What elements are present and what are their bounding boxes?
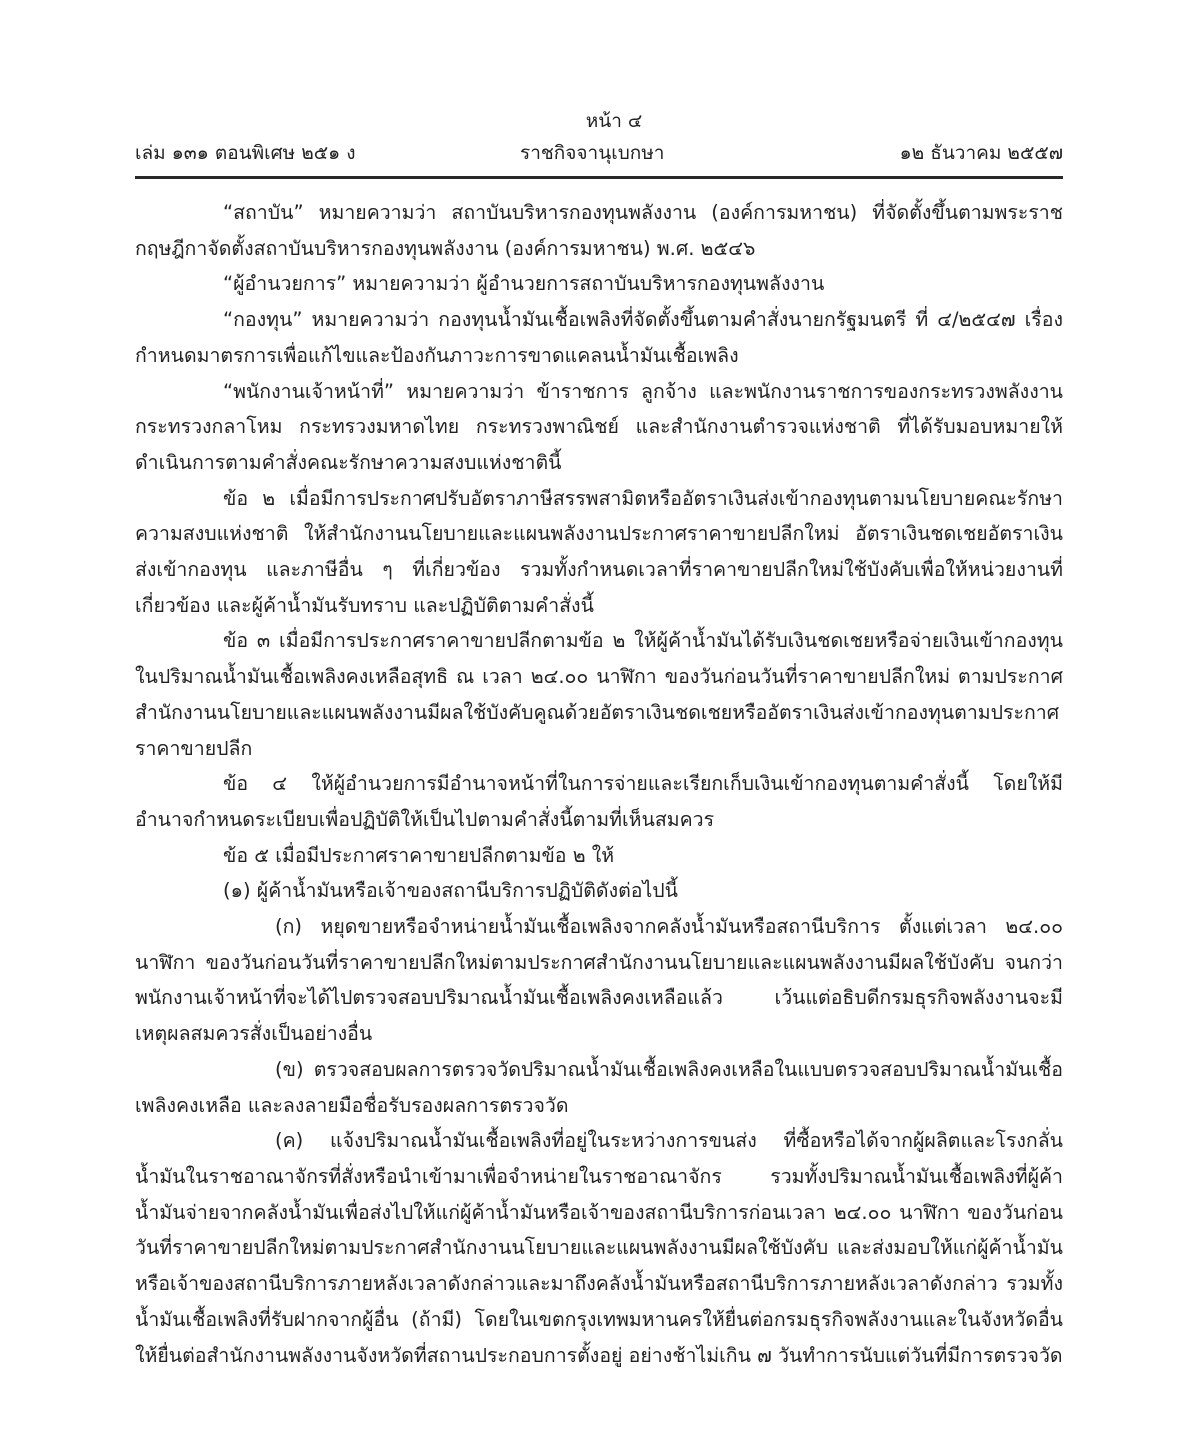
clause-5-item-1-c: (ค) แจ้งปริมาณน้ำมันเชื้อเพลิงที่อยู่ในระหว่างการขนส่ง ที่ซื้อหรือได้จากผู้ผลิตและโรงกลั่นน้ำมันในราชอาณาจักรที่สั่งหรือนำเข้ามาเพื่อจำหน่ายในราชอาณาจักร รวมทั้งปริมาณน้ำมันเชื้อเพลิงที่ผู้ค้าน้ำมันจ่ายจากคลังน้ำมันเพื่อส่งไปให้แก่ผู้ค้าน้ำมันหรือเจ้าของสถานีบริการก่อนเวลา ๒๔.๐๐ นาฬิกา ของวันก่อนวันที่ราคาขายปลีกใหม่ตามประกาศสำนักงานนโยบายและแผนพลังงานมีผลใช้บังคับ และส่งมอบให้แก่ผู้ค้าน้ำมันหรือเจ้าของสถานีบริการภายหลังเวลาดังกล่าวและมาถึงคลังน้ำมันหรือสถานีบริการภายหลังเวลาดังกล่าว รวมทั้งน้ำมันเชื้อเพลิงที่รับฝากจากผู้อื่น (ถ้ามี) โดยในเขตกรุงเทพมหานครให้ยื่นต่อกรมธุรกิจพลังงานและในจังหวัดอื่นให้ยื่นต่อสำนักงานพลังงานจังหวัดที่สถานประกอบการตั้งอยู่ อย่างช้าไม่เกิน ๗ วันทำการนับแต่วันที่มีการตรวจวัด [135, 1129, 1063, 1367]
clause-3: ข้อ ๓ เมื่อมีการประกาศราคาขายปลีกตามข้อ ๒ ให้ผู้ค้าน้ำมันได้รับเงินชดเชยหรือจ่ายเงินเข้ากองทุน ในปริมาณน้ำมันเชื้อเพลิงคงเหลือสุทธิ ณ เวลา ๒๔.๐๐ นาฬิกา ของวันก่อนวันที่ราคาขายปลีกใหม่ ตามประกาศสำนักงานนโยบายและแผนพลังงานมีผลใช้บังคับคูณด้วยอัตราเงินชดเชยหรืออัตราเงินส่งเข้ากองทุนตามประกาศราคาขายปลีก [135, 629, 1063, 760]
clause-5-item-1-a: (ก) หยุดขายหรือจำหน่ายน้ำมันเชื้อเพลิงจากคลังน้ำมันหรือสถานีบริการ ตั้งแต่เวลา ๒๔.๐๐ นาฬิกา ของวันก่อนวันที่ราคาขายปลีกใหม่ตามประกาศสำนักงานนโยบายและแผนพลังงานมีผลใช้บังคับ จนกว่าพนักงานเจ้าหน้าที่จะได้ไปตรวจสอบปริมาณน้ำมันเชื้อเพลิงคงเหลือแล้ว เว้นแต่อธิบดีกรมธุรกิจพลังงานจะมีเหตุผลสมควรสั่งเป็นอย่างอื่น [135, 915, 1063, 1046]
definition-institute: “สถาบัน” หมายความว่า สถาบันบริหารกองทุนพลังงาน (องค์การมหาชน) ที่จัดตั้งขึ้นตามพระราชกฤษฎีกาจัดตั้งสถาบันบริหารกองทุนพลังงาน (องค์การมหาชน) พ.ศ. ๒๕๔๖ [135, 201, 1063, 260]
publication-date: ๑๒ ธันวาคม ๒๕๕๗ [899, 142, 1063, 164]
definition-officer: “พนักงานเจ้าหน้าที่” หมายความว่า ข้าราชการ ลูกจ้าง และพนักงานราชการของกระทรวงพลังงาน กระทรวงกลาโหม กระทรวงมหาดไทย กระทรวงพาณิชย์ และสำนักงานตำรวจแห่งชาติ ที่ได้รับมอบหมายให้ดำเนินการตามคำสั่งคณะรักษาความสงบแห่งชาตินี้ [135, 379, 1063, 474]
page-number: หน้า ๔ [585, 110, 643, 132]
publication-title: ราชกิจจานุเบกษา [520, 142, 665, 164]
volume-issue: เล่ม ๑๓๑ ตอนพิเศษ ๒๕๑ ง [135, 142, 356, 164]
definition-director: “ผู้อำนวยการ” หมายความว่า ผู้อำนวยการสถาบันบริหารกองทุนพลังงาน [223, 272, 825, 296]
definition-fund: “กองทุน” หมายความว่า กองทุนน้ำมันเชื้อเพลิงที่จัดตั้งขึ้นตามคำสั่งนายกรัฐมนตรี ที่ ๔/๒๕๔๗ เรื่อง กำหนดมาตรการเพื่อแก้ไขและป้องกันภาวะการขาดแคลนน้ำมันเชื้อเพลิง [135, 308, 1063, 367]
header-divider [135, 176, 1063, 179]
clause-5-item-1-b: (ข) ตรวจสอบผลการตรวจวัดปริมาณน้ำมันเชื้อเพลิงคงเหลือในแบบตรวจสอบปริมาณน้ำมันเชื้อเพลิงคงเหลือ และลงลายมือชื่อรับรองผลการตรวจวัด [135, 1057, 1063, 1117]
clause-2: ข้อ ๒ เมื่อมีการประกาศปรับอัตราภาษีสรรพสามิตหรืออัตราเงินส่งเข้ากองทุนตามนโยบายคณะรักษาความสงบแห่งชาติ ให้สำนักงานนโยบายและแผนพลังงานประกาศราคาขายปลีกใหม่ อัตราเงินชดเชยอัตราเงินส่งเข้ากองทุน และภาษีอื่น ๆ ที่เกี่ยวข้อง รวมทั้งกำหนดเวลาที่ราคาขายปลีกใหม่ใช้บังคับเพื่อให้หน่วยงานที่เกี่ยวข้อง และผู้ค้าน้ำมันรับทราบ และปฏิบัติตามคำสั่งนี้ [135, 486, 1063, 617]
gazette-header [135, 136, 1063, 172]
clause-5-item-1: (๑) ผู้ค้าน้ำมันหรือเจ้าของสถานีบริการปฏิบัติดังต่อไปนี้ [223, 879, 678, 903]
gazette-page [135, 106, 1063, 1373]
clause-5: ข้อ ๕ เมื่อมีประกาศราคาขายปลีกตามข้อ ๒ ให้ [223, 843, 615, 867]
document-body [135, 195, 1063, 1373]
clause-4: ข้อ ๔ ให้ผู้อำนวยการมีอำนาจหน้าที่ในการจ่ายและเรียกเก็บเงินเข้ากองทุนตามคำสั่งนี้ โดยให้มีอำนาจกำหนดระเบียบเพื่อปฏิบัติให้เป็นไปตามคำสั่งนี้ตามที่เห็นสมควร [135, 772, 1063, 831]
